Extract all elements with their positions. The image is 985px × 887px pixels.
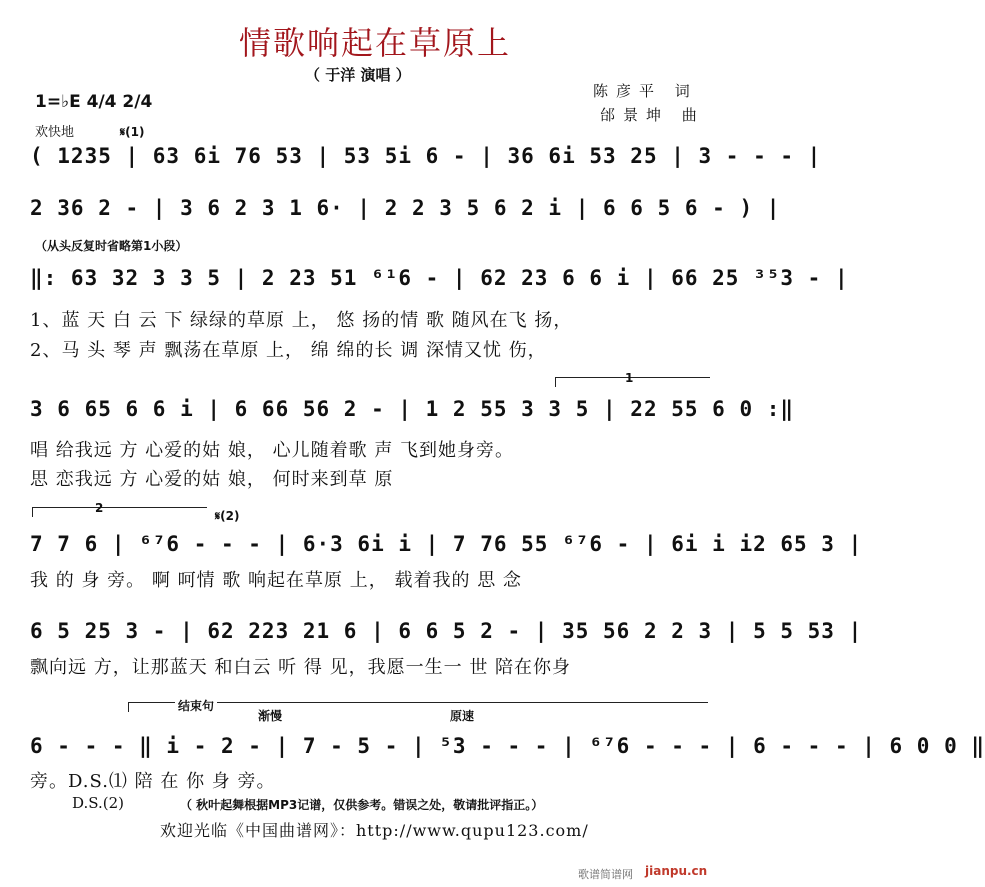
tempo-marking: 欢快地 — [35, 125, 75, 140]
original-tempo-mark: 原速 — [450, 709, 475, 723]
staff-line-4: 3 6 65 6 6 i | 6 66 56 2 - | 1 2 55 3 3 5 | 22 55 6 0 :‖ — [30, 397, 795, 421]
staff-line-7: 6 - - - ‖ i - 2 - | 7 - 5 - | ⁵3 - - - | ⁶⁷6 - - - | 6 - - - | 6 0 0 ‖ — [30, 734, 985, 758]
ending-bracket-edge — [128, 702, 129, 712]
segno-1-mark: 𝄋(1) — [120, 125, 145, 139]
ds-2-label: D.S.(2) — [72, 794, 125, 812]
singer-credit: （ 于洋 演唱 ） — [305, 66, 411, 84]
volta-2-bracket-edge — [32, 507, 33, 517]
slowing-mark: 渐慢 — [258, 709, 283, 723]
volta-2-number: 2 — [95, 501, 104, 515]
volta-1-bracket-edge — [555, 377, 556, 387]
staff-line-5: 7 7 6 | ⁶⁷6 - - - | 6·3 6i i | 7 76 55 ⁶⁷6 - | 6i i i2 65 3 | — [30, 532, 863, 556]
segno-2-mark: 𝄋(2) — [215, 509, 240, 523]
staff-line-2: 2 36 2 - | 3 6 2 3 1 6· | 2 2 3 5 6 2 i | 6 6 5 6 - ) | — [30, 196, 781, 220]
repeat-note: （从头反复时省略第1小段） — [35, 239, 188, 253]
lyric-line-1: 1、蓝 天 白 云 下 绿绿的草原 上， 悠 扬的情 歌 随风在飞 扬， — [30, 310, 573, 331]
key-signature: 1=♭E 4/4 2/4 — [35, 92, 153, 112]
transcription-remark: （ 秋叶起舞根据MP3记谱，仅供参考。错误之处，敬请批评指正。） — [180, 798, 544, 812]
watermark-text: 歌谱简谱网 — [578, 868, 633, 881]
watermark-badge: jianpu.cn — [645, 864, 708, 878]
staff-line-1: ( 1235 | 63 6i 76 53 | 53 5i 6 - | 36 6i 53 25 | 3 - - - | — [30, 144, 822, 168]
composer-credit: 邰景坤 曲 — [600, 106, 705, 124]
footer-link[interactable]: 欢迎光临《中国曲谱网》：http://www.qupu123.com/ — [160, 821, 589, 840]
volta-1-number: 1 — [625, 371, 634, 385]
volta-2-bracket — [32, 507, 207, 508]
lyric-line-5: 我 的 身 旁。 啊 呵情 歌 响起在草原 上， 载着我的 思 念 — [30, 570, 522, 591]
lyric-line-6: 飘向远 方，让那蓝天 和白云 听 得 见，我愿一生一 世 陪在你身 — [30, 657, 572, 678]
lyric-line-7: 旁。D.S.⑴ 陪 在 你 身 旁。 — [30, 771, 276, 792]
lyric-line-2: 2、马 头 琴 声 飘荡在草原 上， 绵 绵的长 调 深情又忧 伤， — [30, 340, 547, 361]
page-title: 情歌响起在草原上 — [238, 24, 511, 62]
staff-line-3: ‖: 63 32 3 3 5 | 2 23 51 ⁶¹6 - | 62 23 6 6 i | 66 25 ³⁵3 - | — [30, 266, 849, 290]
lyric-line-3: 唱 给我远 方 心爱的姑 娘， 心儿随着歌 声 飞到她身旁。 — [30, 440, 515, 461]
ending-label: 结束句 — [175, 697, 217, 714]
staff-line-6: 6 5 25 3 - | 62 223 21 6 | 6 6 5 2 - | 35 56 2 2 3 | 5 5 53 | — [30, 619, 863, 643]
lyric-line-4: 思 恋我远 方 心爱的姑 娘， 何时来到草 原 — [30, 469, 394, 490]
lyricist-credit: 陈彦平 词 — [593, 82, 698, 100]
